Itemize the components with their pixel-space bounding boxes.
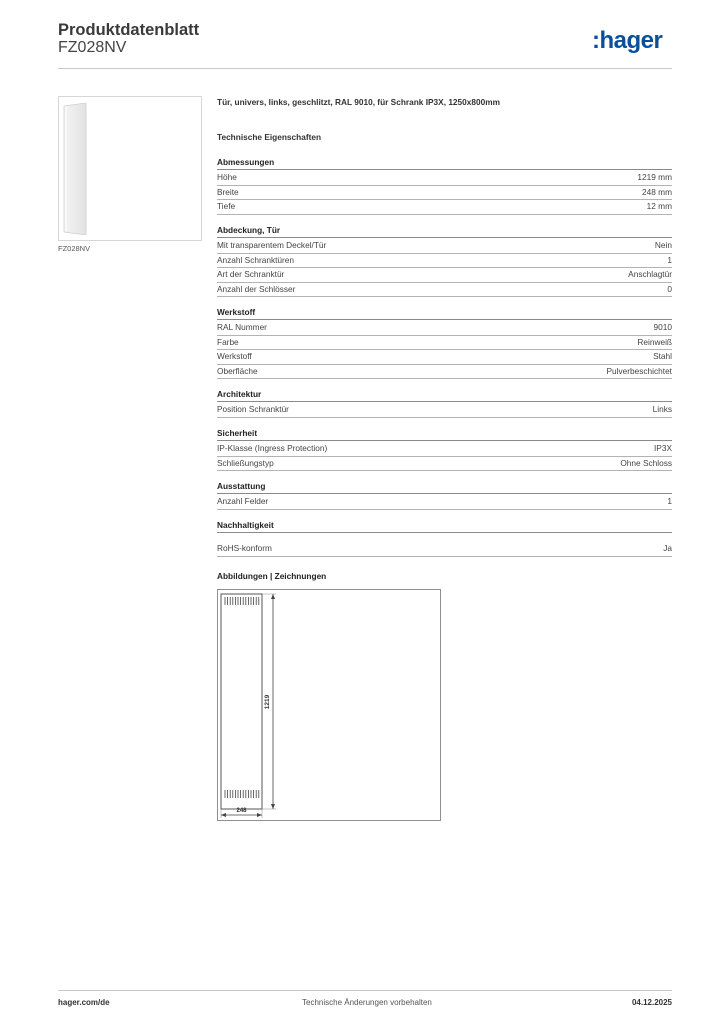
spec-value: 9010 bbox=[653, 322, 672, 332]
width-arrow-right-icon bbox=[257, 813, 262, 817]
section-title-text: Abmessungen bbox=[217, 157, 275, 167]
section-title-text: Abdeckung, Tür bbox=[217, 225, 281, 235]
height-arrow-top-icon bbox=[271, 594, 275, 599]
width-arrow-left-icon bbox=[221, 813, 226, 817]
section-title-text: Architektur bbox=[217, 389, 262, 399]
spec-row bbox=[217, 456, 672, 472]
door-thumbnail-icon bbox=[62, 103, 88, 235]
spec-value: Links bbox=[652, 404, 672, 414]
spec-row bbox=[217, 441, 672, 457]
hager-logo[interactable] bbox=[592, 27, 662, 55]
top-vent-slots-icon bbox=[225, 597, 259, 605]
spec-value: 0 bbox=[667, 283, 672, 294]
section-title bbox=[217, 225, 672, 235]
logo-colon-mark: : bbox=[592, 27, 600, 54]
spec-row bbox=[217, 185, 672, 201]
section-divider bbox=[217, 532, 672, 533]
spec-value: IP3X bbox=[654, 443, 672, 453]
spec-label: Mit transparentem Deckel/Tür bbox=[217, 240, 327, 250]
height-arrow-bottom-icon bbox=[271, 804, 275, 809]
section-title bbox=[217, 307, 672, 317]
spec-value: 1219 mm bbox=[637, 172, 672, 182]
section-title bbox=[217, 157, 672, 167]
spec-value: 1 bbox=[667, 496, 672, 506]
spec-label: Anzahl der Schlösser bbox=[217, 283, 296, 294]
spec-value: Stahl bbox=[653, 351, 672, 361]
spec-row bbox=[217, 402, 672, 418]
header-divider bbox=[58, 68, 672, 69]
spec-label: Breite bbox=[217, 186, 239, 197]
spec-label: Anzahl Schranktüren bbox=[217, 254, 295, 265]
drawings-heading: Abbildungen | Zeichnungen bbox=[217, 571, 327, 581]
height-dimension-label: 1219 bbox=[264, 694, 271, 710]
width-dimension-label: 248 bbox=[236, 808, 247, 814]
spec-row bbox=[217, 320, 672, 336]
spec-label: Oberfläche bbox=[217, 365, 258, 376]
spec-label: RAL Nummer bbox=[217, 322, 267, 332]
spec-value: Reinweiß bbox=[637, 336, 672, 347]
spec-value: 12 mm bbox=[646, 201, 672, 211]
logo-text: hager bbox=[599, 27, 663, 54]
spec-row bbox=[217, 335, 672, 351]
spec-label: Schließungstyp bbox=[217, 457, 274, 468]
spec-label: Farbe bbox=[217, 336, 239, 347]
footer-website-link[interactable]: hager.com/de bbox=[58, 998, 110, 1007]
footer-notice: Technische Änderungen vorbehalten bbox=[302, 998, 432, 1007]
spec-value: Anschlagtür bbox=[628, 269, 672, 279]
spec-label: Werkstoff bbox=[217, 351, 252, 361]
section-title bbox=[217, 428, 672, 438]
spec-label: IP-Klasse (Ingress Protection) bbox=[217, 443, 328, 453]
door-drawing-icon bbox=[218, 590, 440, 820]
section-title-text: Werkstoff bbox=[217, 307, 256, 317]
spec-label: Art der Schranktür bbox=[217, 269, 285, 279]
technical-drawing bbox=[217, 589, 441, 821]
spec-row bbox=[217, 349, 672, 365]
section-title-text: Sicherheit bbox=[217, 428, 258, 438]
section-title bbox=[217, 389, 672, 399]
spec-row bbox=[217, 541, 672, 557]
spec-label: Tiefe bbox=[217, 201, 236, 211]
spec-label: Höhe bbox=[217, 172, 237, 182]
section-title-text: Nachhaltigkeit bbox=[217, 520, 274, 530]
spec-row bbox=[217, 253, 672, 269]
product-code: FZ028NV bbox=[58, 39, 127, 56]
spec-value: Ja bbox=[663, 543, 672, 553]
section-title bbox=[217, 520, 672, 530]
spec-value: 248 mm bbox=[642, 186, 672, 197]
footer-divider bbox=[58, 990, 672, 991]
product-description: Tür, univers, links, geschlitzt, RAL 9010, für Schrank IP3X, 1250x800mm bbox=[217, 97, 500, 107]
product-image-caption: FZ028NV bbox=[58, 244, 91, 253]
spec-label: Position Schranktür bbox=[217, 404, 289, 414]
spec-row bbox=[217, 238, 672, 254]
product-image bbox=[58, 96, 202, 241]
spec-value: Ohne Schloss bbox=[620, 457, 672, 468]
spec-row bbox=[217, 199, 672, 215]
spec-row bbox=[217, 364, 672, 380]
spec-row bbox=[217, 494, 672, 510]
spec-label: Anzahl Felder bbox=[217, 496, 269, 506]
footer-date: 04.12.2025 bbox=[631, 998, 672, 1007]
spec-value: 1 bbox=[667, 254, 672, 265]
spec-value: Nein bbox=[654, 240, 672, 250]
section-title-text: Ausstattung bbox=[217, 481, 266, 491]
section-title bbox=[217, 481, 672, 491]
spec-value: Pulverbeschichtet bbox=[606, 365, 672, 376]
spec-row bbox=[217, 267, 672, 283]
spec-row bbox=[217, 170, 672, 186]
page-title: Produktdatenblatt bbox=[58, 21, 200, 39]
spec-row bbox=[217, 282, 672, 298]
bottom-vent-slots-icon bbox=[225, 790, 259, 798]
technical-properties-heading: Technische Eigenschaften bbox=[217, 132, 322, 142]
spec-label: RoHS-konform bbox=[217, 543, 272, 553]
